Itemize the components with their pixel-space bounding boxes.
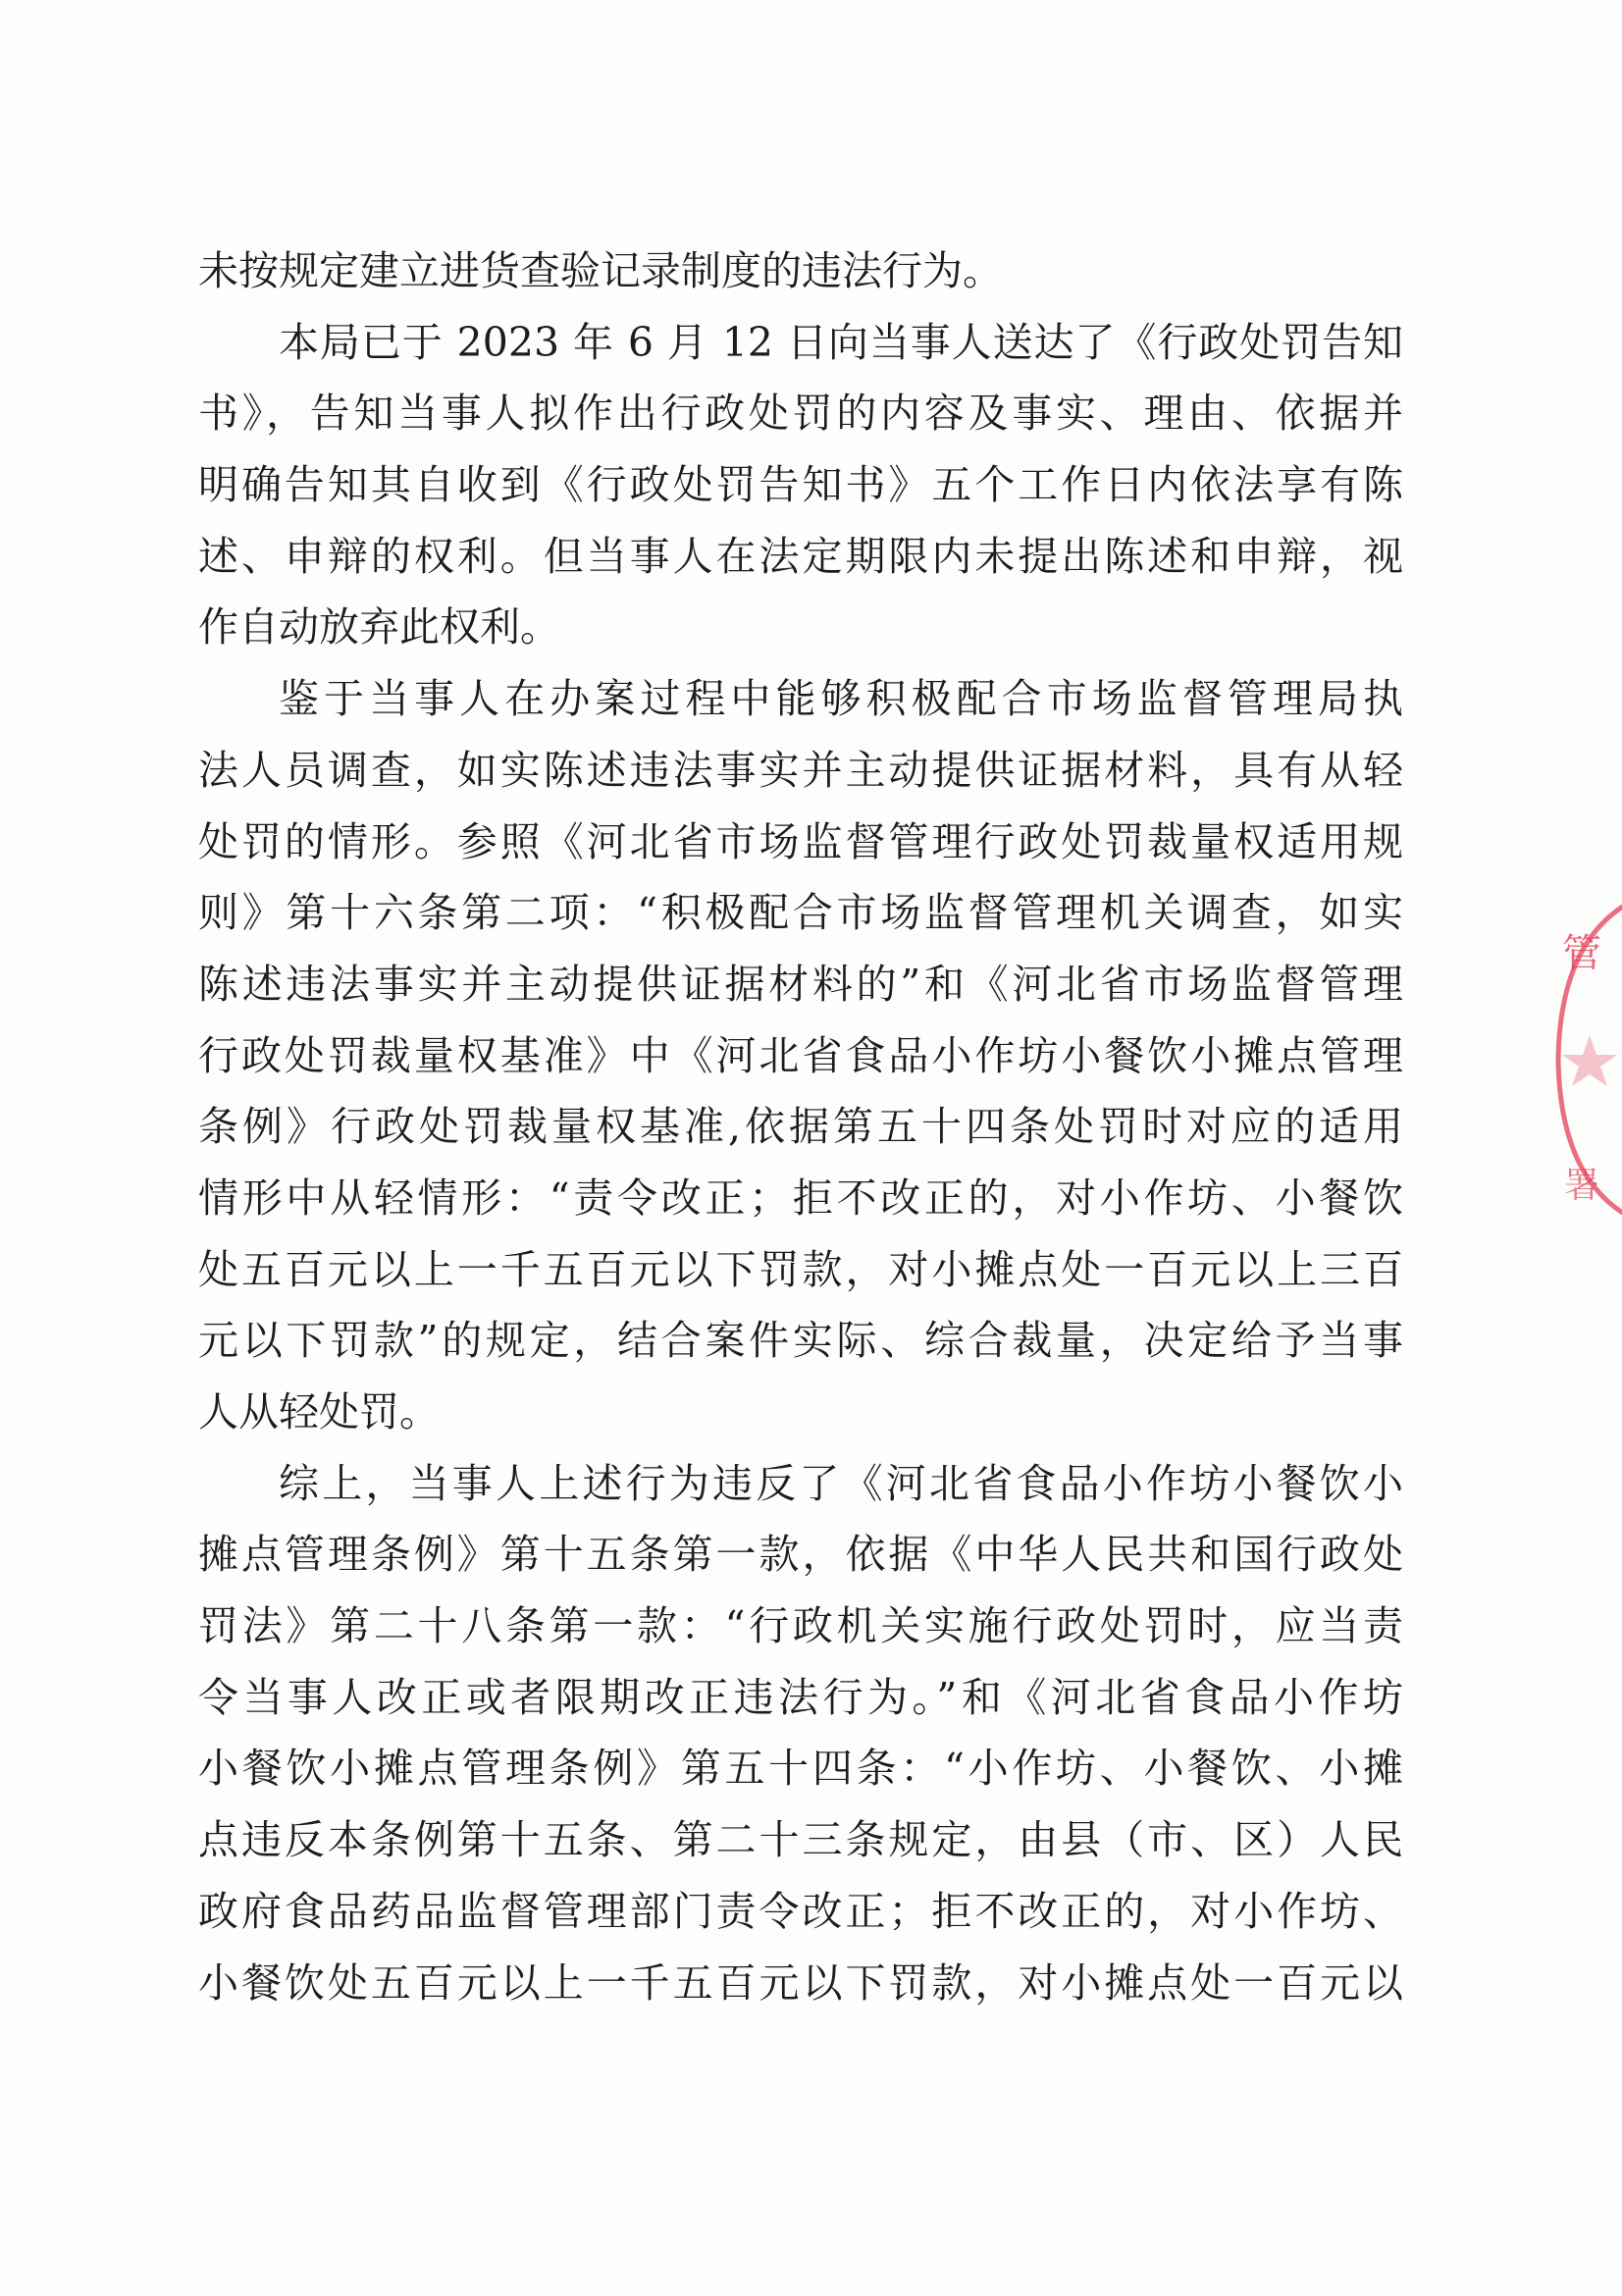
text-line: 小餐饮处五百元以上一千五百元以下罚款，对小摊点处一百元以 [198,1958,1403,2007]
text-line: 本局已于 2023 年 6 月 12 日向当事人送达了《行政处罚告知 [279,318,1403,366]
text-line: 处五百元以上一千五百元以下罚款，对小摊点处一百元以上三百 [198,1245,1403,1293]
text-line: 元以下罚款”的规定，结合案件实际、综合裁量，决定给予当事 [198,1317,1403,1365]
text-line: 人从轻处罚。 [198,1388,440,1435]
text-line: 则》第十六条第二项：“积极配合市场监督管理机关调查，如实 [198,889,1403,937]
text-line: 情形中从轻情形：“责令改正；拒不改正的，对小作坊、小餐饮 [198,1174,1403,1222]
seal-star-icon [1562,1035,1617,1086]
text-line: 鉴于当事人在办案过程中能够积极配合市场监督管理局执 [279,675,1403,723]
text-line: 罚法》第二十八条第一款：“行政机关实施行政处罚时，应当责 [198,1602,1403,1650]
text-line: 条例》行政处罚裁量权基准,依据第五十四条处罚时对应的适用 [198,1103,1403,1151]
text-line: 未按规定建立进货查验记录制度的违法行为。 [198,247,1003,294]
text-line: 令当事人改正或者限期改正违法行为。”和《河北省食品小作坊 [198,1673,1403,1721]
seal-text: 管 [1562,931,1601,976]
text-line: 明确告知其自收到《行政处罚告知书》五个工作日内依法享有陈 [198,461,1403,509]
text-line: 作自动放弃此权利。 [198,603,560,652]
text-line: 点违反本条例第十五条、第二十三条规定，由县（市、区）人民 [198,1816,1403,1864]
text-line: 行政处罚裁量权基准》中《河北省食品小作坊小餐饮小摊点管理 [198,1031,1403,1079]
text-line: 述、申辩的权利。但当事人在法定期限内未提出陈述和申辩，视 [198,532,1403,580]
text-line: 综上，当事人上述行为违反了《河北省食品小作坊小餐饮小 [279,1459,1403,1507]
text-line: 陈述违法事实并主动提供证据材料的”和《河北省市场监督管理 [198,960,1403,1008]
text-line: 法人员调查，如实陈述违法事实并主动提供证据材料，具有从轻 [198,746,1403,794]
text-line: 政府食品药品监督管理部门责令改正；拒不改正的，对小作坊、 [198,1887,1403,1935]
text-line: 书》，告知当事人拟作出行政处罚的内容及事实、理由、依据并 [198,390,1403,438]
text-line: 摊点管理条例》第十五条第一款，依据《中华人民共和国行政处 [198,1531,1403,1579]
document-body [198,235,1403,2018]
text-line: 处罚的情形。参照《河北省市场监督管理行政处罚裁量权适用规 [198,817,1403,865]
text-line: 小餐饮小摊点管理条例》第五十四条：“小作坊、小餐饮、小摊 [198,1745,1403,1793]
official-seal-fragment [1550,898,1622,1222]
seal-text: 署 [1564,1166,1600,1206]
